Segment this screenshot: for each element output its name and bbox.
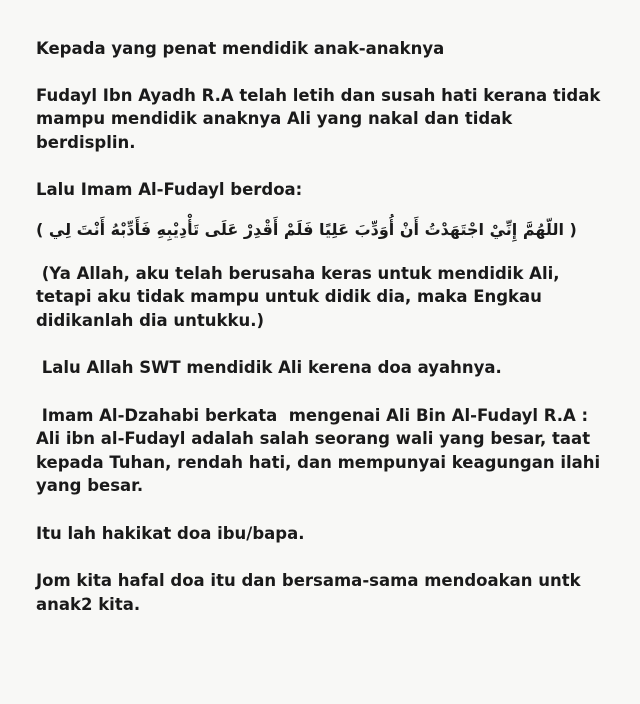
paragraph-closing: Jom kita hafal doa itu dan bersama-sama mendoakan untk anak2 kita. [36,571,581,614]
document-title: Kepada yang penat mendidik anak-anaknya [36,39,445,58]
arabic-prayer: ( اللّهُمَّ إِنِّيْ اجْتَهَدْتُ أَنْ أُوَدِّبَ عَلِيًا فَلَمْ أَقْدِرْ عَلَى تَأْدِيْبِهِ فَأَدِّبْهُ أَنْتَ لِي ) [36,219,577,239]
paragraph-fudayl-story: Fudayl Ibn Ayadh R.A telah letih dan susah hati kerana tidak mampu mendidik anaknya Ali yang nakal dan tidak berdisplin. [36,85,601,152]
paragraph-hakikat: Itu lah hakikat doa ibu/bapa. [36,523,305,543]
paragraph-dzahabi-quote: Imam Al-Dzahabi berkata mengenai Ali Bin Al-Fudayl R.A : Ali ibn al-Fudayl adalah salah seorang wali yang besar, taat kepada Tuhan, rendah hati, dan mempunyai keagungan ilahi yang besar. [36,405,601,495]
paragraph-imam-berdoa: Lalu Imam Al-Fudayl berdoa: [36,180,303,199]
paragraph-translation: (Ya Allah, aku telah berusaha keras untuk mendidik Ali, tetapi aku tidak mampu untuk didik dia, maka Engkau didikanlah dia untukku.) [36,263,560,330]
paragraph-allah-mendidik: Lalu Allah SWT mendidik Ali kerena doa ayahnya. [36,358,502,377]
